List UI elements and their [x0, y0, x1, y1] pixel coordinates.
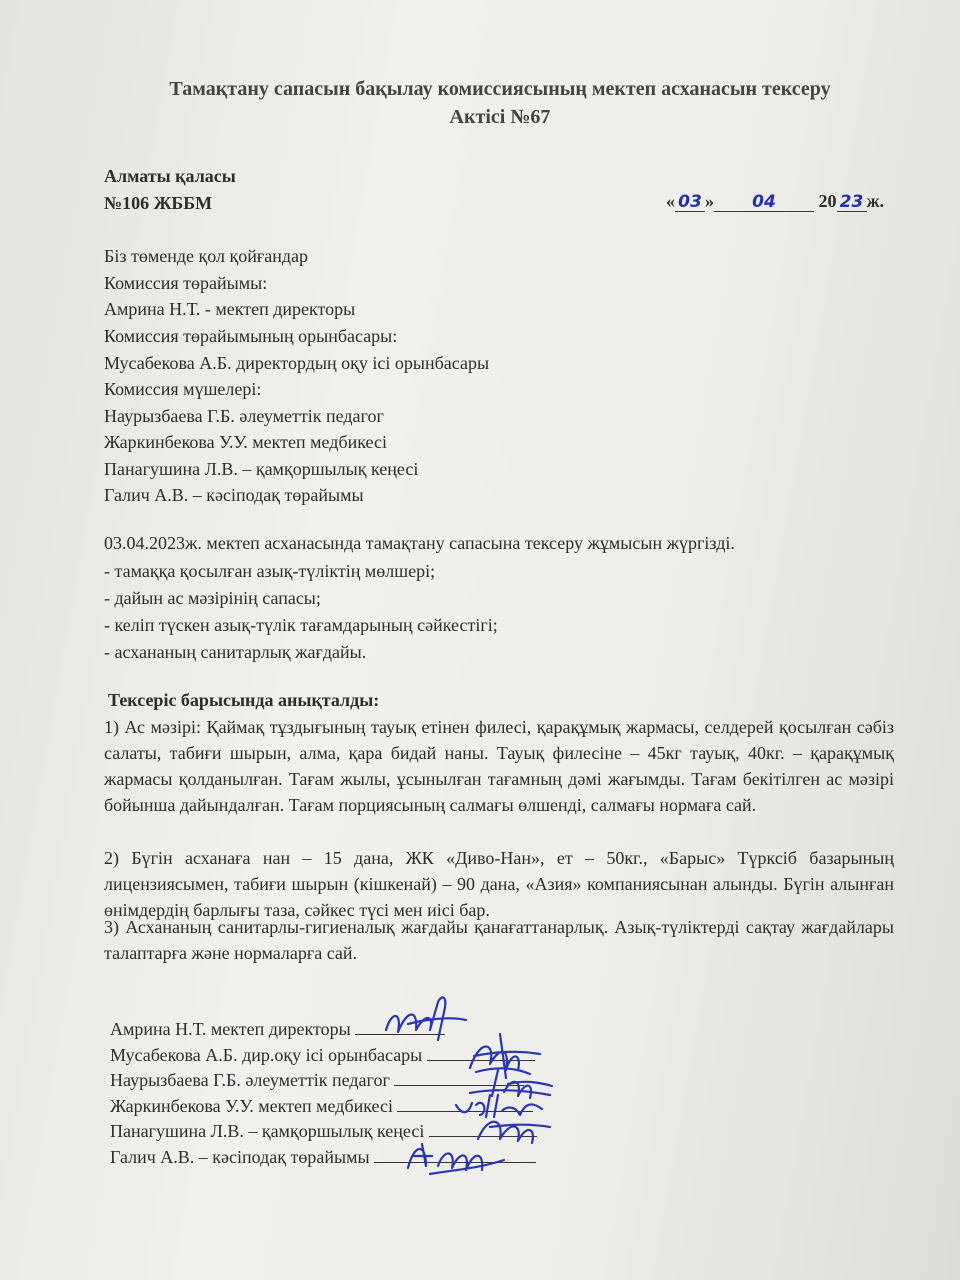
findings-heading: Тексеріс барысында анықталды: — [108, 690, 380, 710]
date-month: 04 — [714, 193, 814, 212]
commission-line: Панагушина Л.В. – қамқоршылық кеңесі — [104, 459, 419, 479]
school-name: №106 ЖББМ — [104, 193, 213, 213]
finding-3: 3) Асхананың санитарлы-гигиеналық жағдайы қанағаттанарлық. Азық-түліктерді сақтау жағдайлары талаптарға және нормаларға сай. — [104, 917, 894, 963]
act-number: Актісі №67 — [449, 106, 551, 128]
signatory-name: Амрина Н.Т. мектеп директоры — [110, 1019, 351, 1039]
signatory-name: Панагушина Л.В. – қамқоршылық кеңесі — [110, 1121, 425, 1141]
commission-line: Комиссия төрайымы: — [104, 273, 268, 293]
inspection-line: - дайын ас мәзірінің сапасы; — [104, 588, 321, 608]
finding-2: 2) Бүгін асханаға нан – 15 дана, ЖК «Диво-Нан», ет – 50кг., «Барыс» Түрксіб базарының лицензиясымен, табиғи шырын (кішкенай) – 90 дана, «Азия» компаниясынан алынды. Бүгін алынған өнімдердің барлығы таза, сәйкес түсі мен иісі бар. — [104, 848, 894, 920]
date-close-quote: » — [705, 191, 714, 211]
commission-line: Жаркинбекова У.У. мектеп медбикесі — [104, 432, 387, 452]
signatory-name: Галич А.В. – кәсіподақ төрайымы — [110, 1147, 370, 1167]
date-day: 03 — [675, 193, 705, 212]
commission-line: Комиссия мүшелері: — [104, 379, 262, 399]
finding-1: 1) Ас мәзірі: Қаймақ тұздығының тауық етінен филесі, қарақұмық жармасы, селдерей қосылған сәбіз салаты, табиғи шырын, алма, қара бидай наны. Тауық филесіне – 45кг тауық, 40кг. – қарақұмық жармасы қолданылған. Тағам жылы, ұсынылған тағамның дәмі жағымды. Тағам бекітілген ас мәзірі бойынша дайындалған. Тағам порциясының салмағы өлшенді, салмағы нормаға сай. — [104, 717, 894, 815]
date-suffix: ж. — [866, 191, 885, 211]
commission-line: Амрина Н.Т. - мектеп директоры — [104, 299, 356, 319]
inspection-line: - келіп түскен азық-түлік тағамдарының сәйкестігі; — [104, 615, 498, 635]
document-title: Тамақтану сапасын бақылау комиссиясының мектеп асханасын тексеру — [169, 78, 831, 100]
document-date — [666, 190, 884, 212]
date-year-suffix: 23 — [837, 193, 867, 212]
inspection-line: - асхананың санитарлық жағдайы. — [104, 642, 367, 662]
commission-line: Мусабекова А.Б. директордың оқу ісі орынбасары — [104, 353, 490, 373]
commission-line: Галич А.В. – кәсіподақ төрайымы — [104, 485, 364, 505]
date-open-quote: « — [666, 191, 675, 211]
signature-director — [378, 990, 468, 1050]
inspection-line: - тамаққа қосылған азық-түліктің мөлшері; — [104, 561, 436, 581]
date-year-prefix: 20 — [818, 191, 837, 211]
signatory-name: Жаркинбекова У.У. мектеп медбикесі — [110, 1096, 393, 1116]
signatory-name: Наурызбаева Г.Б. әлеуметтік педагог — [110, 1070, 390, 1090]
commission-line: Наурызбаева Г.Б. әлеуметтік педагог — [104, 406, 384, 426]
inspection-line: 03.04.2023ж. мектеп асханасында тамақтану сапасына тексеру жұмысын жүргізді. — [104, 533, 735, 553]
commission-line: Комиссия төрайымының орынбасары: — [104, 326, 398, 346]
city: Алматы қаласы — [104, 166, 236, 186]
signatory-name: Мусабекова А.Б. дир.оқу ісі орынбасары — [110, 1045, 423, 1065]
commission-line: Біз төменде қол қойғандар — [104, 246, 308, 266]
signature-union — [400, 1130, 510, 1185]
